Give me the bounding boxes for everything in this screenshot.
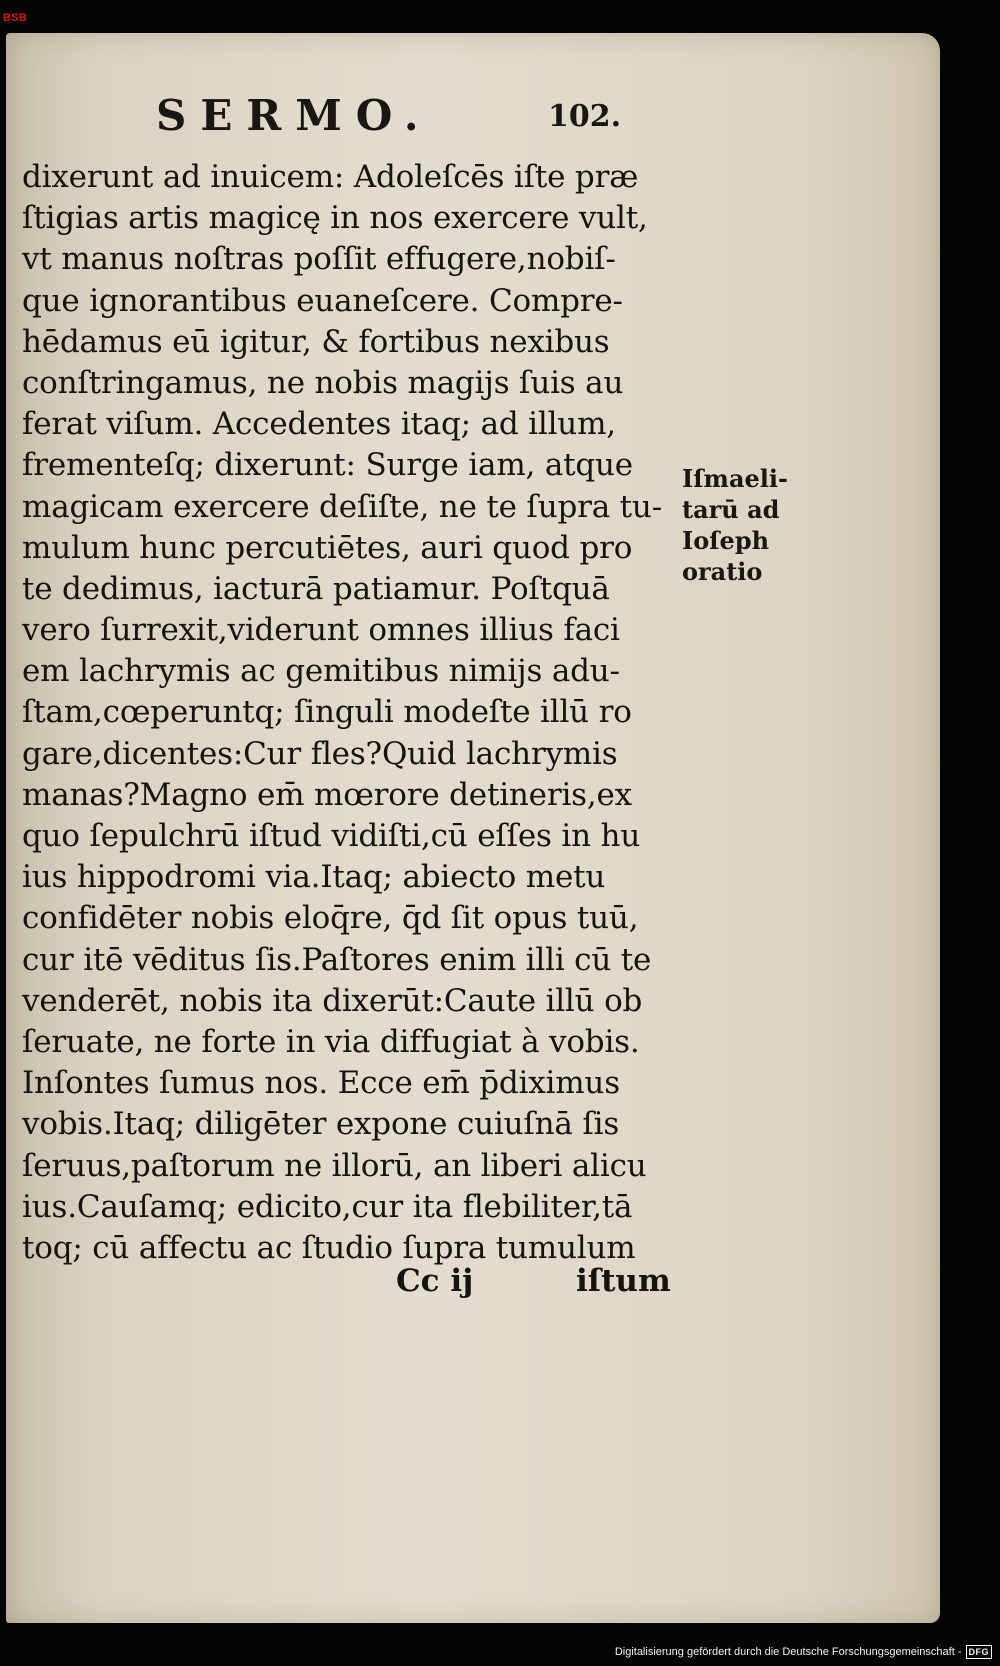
- marginal-note-line: tarū ad: [682, 495, 780, 524]
- text-line: manas?Magno em̄ mœrore detineris,ex: [22, 776, 632, 813]
- catchword: iſtum: [576, 1263, 671, 1299]
- marginal-note-line: oratio: [682, 557, 763, 586]
- text-line: hēdamus eū igitur, & fortibus nexibus: [22, 323, 610, 360]
- text-line: em lachrymis ac gemitibus nimijs adu-: [22, 653, 620, 690]
- text-line: frementeſq; dixerunt: Surge iam, atque: [22, 447, 633, 484]
- page-header: [156, 91, 676, 161]
- text-line: ſeruate, ne forte in via diffugiat à vobis.: [22, 1023, 640, 1060]
- text-line: gare,dicentes:Cur fles?Quid lachrymis: [22, 735, 618, 772]
- text-line: ſtigias artis magicę in nos exercere vult,: [22, 200, 648, 237]
- dfg-logo: DFG: [966, 1645, 993, 1659]
- text-line: conſtringamus, ne nobis magijs ſuis au: [22, 364, 624, 401]
- page-foot-line: [396, 1263, 696, 1307]
- text-line: cur itē vēditus ſis.Paſtores enim illi cū te: [22, 941, 652, 978]
- text-line: ius.Cauſamq; edicito,cur ita flebiliter,tā: [22, 1188, 633, 1225]
- running-title: SERMO.: [156, 91, 433, 140]
- text-line: ferat viſum. Accedentes itaq; ad illum,: [22, 406, 616, 443]
- marginal-note-line: Ioſeph: [682, 526, 770, 555]
- library-watermark: BSB: [3, 12, 28, 24]
- text-line: mulum hunc percutiētes, auri quod pro: [22, 529, 633, 566]
- folio-number: 102.: [548, 99, 622, 134]
- credit-text: Digitalisierung gefördert durch die Deutsche Forschungsgemeinschaft -: [614, 1646, 962, 1658]
- text-line: dixerunt ad inuicem: Adoleſcēs iſte præ: [22, 159, 639, 195]
- text-line: ſeruus,paſtorum ne illorū, an liberi alicu: [22, 1147, 647, 1184]
- text-line: ſtam,cœperuntq; ſinguli modeſte illū ro: [22, 694, 632, 731]
- text-line: confidēter nobis eloq̄re, q̄d ſit opus tuū,: [22, 900, 639, 937]
- marginal-note-line: Iſmaeli-: [682, 464, 788, 493]
- main-text: [22, 157, 672, 1269]
- text-line: ius hippodromi via.Itaq; abiecto metu: [22, 859, 606, 896]
- text-line: que ignorantibus euaneſcere. Compre-: [22, 282, 623, 319]
- text-line: quo ſepulchrū iſtud vidiſti,cū eſſes in hu: [22, 818, 641, 854]
- signature-mark: Cc ij: [396, 1263, 474, 1299]
- text-line: vobis.Itaq; diligēter expone cuiuſnā ſis: [22, 1106, 620, 1143]
- book-page: [6, 33, 940, 1623]
- marginal-note: [682, 463, 822, 587]
- digitization-credit: [615, 1644, 992, 1660]
- text-line: venderēt, nobis ita dixerūt:Caute illū ob: [22, 982, 643, 1019]
- text-line: toq; cū affectu ac ſtudio ſupra tumulum: [22, 1229, 636, 1266]
- text-line: te dedimus, iacturā patiamur. Poſtquā: [22, 570, 610, 607]
- text-line: vero ſurrexit,viderunt omnes illius faci: [22, 612, 620, 649]
- text-line: Inſontes ſumus nos. Ecce em̄ p̄diximus: [22, 1065, 620, 1102]
- text-line: magicam exercere deſiſte, ne te ſupra tu-: [22, 488, 662, 525]
- text-line: vt manus noſtras poſſit effugere,nobiſ-: [22, 241, 616, 278]
